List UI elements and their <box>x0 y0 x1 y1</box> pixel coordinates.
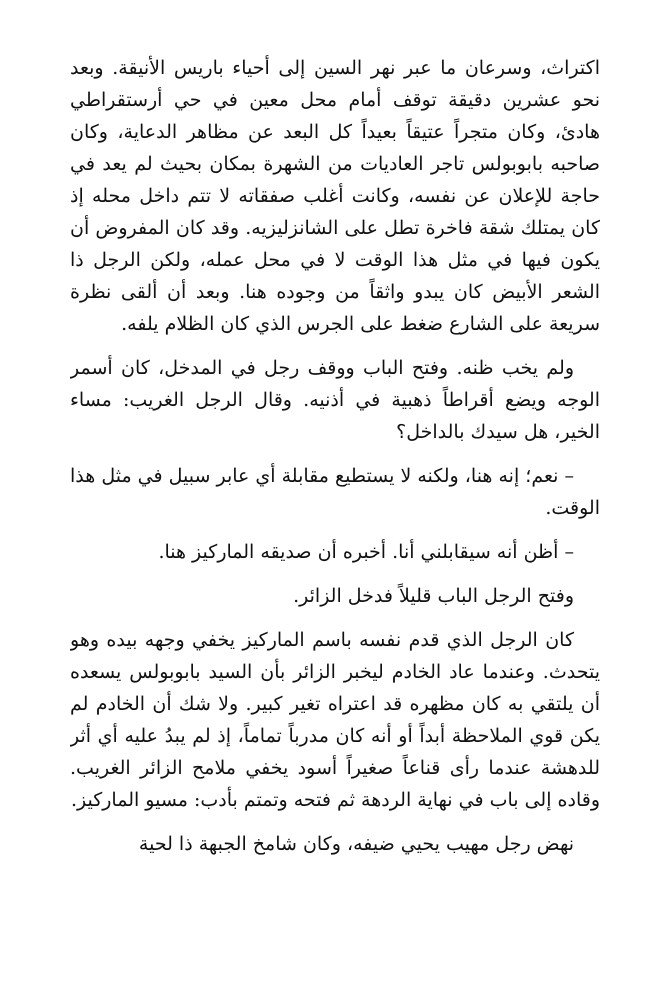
paragraph-1: اكتراث، وسرعان ما عبر نهر السين إلى أحياء باريس الأنيقة. وبعد نحو عشرين دقيقة توقف أمام محل معين في حي أرستقراطي هادئ، وكان متجراً عتيقاً بعيداً كل البعد عن مظاهر الدعاية، وكان صاحبه بابوبولس تاجر العاديات من الشهرة بمكان بحيث لم يعد في حاجة للإعلان عن نفسه، وكانت أغلب صفقاته لا تتم داخل محله إذ كان يمتلك شقة فاخرة تطل على الشانزليزيه. وقد كان المفروض أن يكون فيها في مثل هذا الوقت لا في محل عمله، ولكن الرجل ذا الشعر الأبيض كان يبدو واثقاً من وجوده هنا. وبعد أن ألقى نظرة سريعة على الشارع ضغط على الجرس الذي كان الظلام يلفه. <box>70 57 600 335</box>
paragraph-7: نهض رجل مهيب يحيي ضيفه، وكان شامخ الجبهة ذا لحية <box>138 833 574 855</box>
dialog-line-2: – أظن أنه سيقابلني أنا. أخبره أن صديقه الماركيز هنا. <box>158 541 574 563</box>
book-page <box>70 52 600 1000</box>
paragraph-5: وفتح الرجل الباب قليلاً فدخل الزائر. <box>293 585 574 607</box>
paragraph-6: كان الرجل الذي قدم نفسه باسم الماركيز يخفي وجهه بيده وهو يتحدث. وعندما عاد الخادم ليخبر الزائر بأن السيد بابوبولس يسعده أن يلتقي به كان مظهره قد اعتراه تغير كبير. ولا شك أن الخادم لم يكن قوي الملاحظة أبداً أو أنه كان مدرباً تماماً، إذ لم يبدُ عليه أي أثر للدهشة عندما رأى قناعاً صغيراً أسود يخفي ملامح الزائر الغريب. وقاده إلى باب في نهاية الردهة ثم فتحه وتمتم بأدب: مسيو الماركيز. <box>70 629 600 811</box>
paragraph-2: ولم يخب ظنه. وفتح الباب ووقف رجل في المدخل، كان أسمر الوجه ويضع أقراطاً ذهبية في أذنيه. وقال الرجل الغريب: مساء الخير، هل سيدك بالداخل؟ <box>70 357 600 443</box>
dialog-line-1: – نعم؛ إنه هنا، ولكنه لا يستطيع مقابلة أي عابر سبيل في مثل هذا الوقت. <box>70 465 600 519</box>
